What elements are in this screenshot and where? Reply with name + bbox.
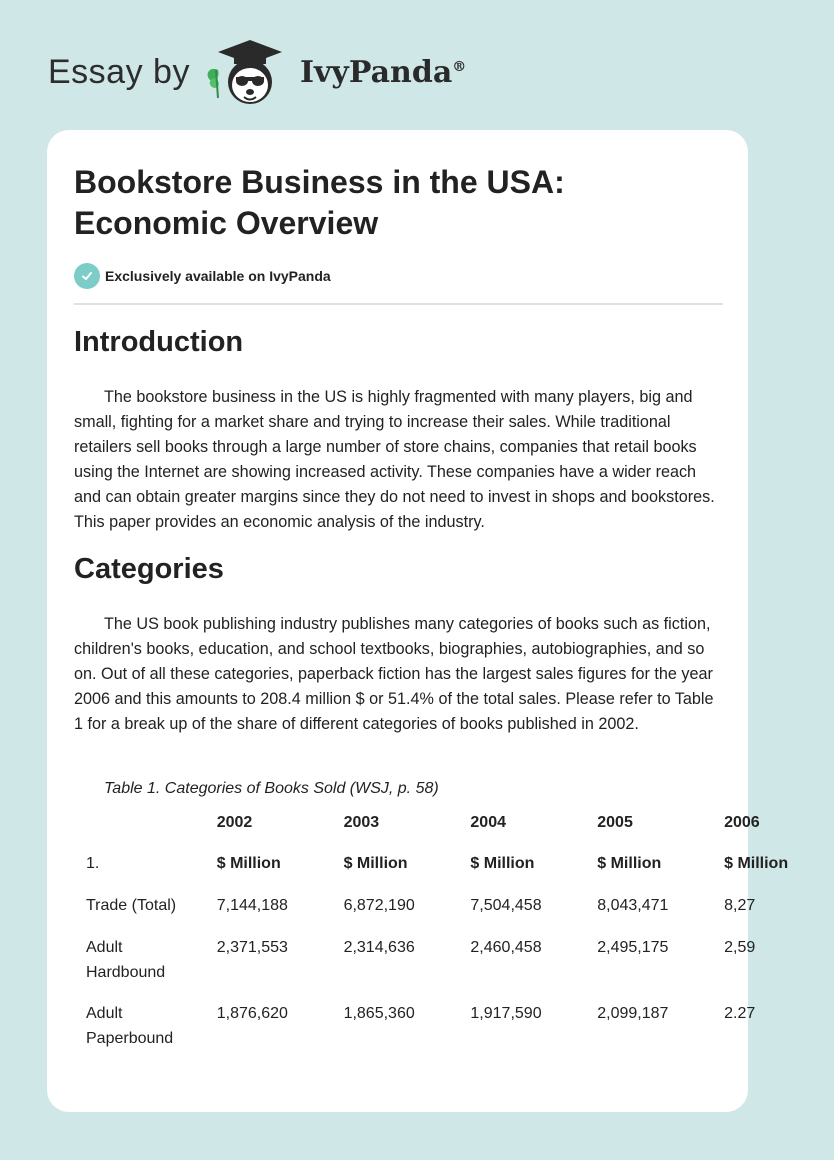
table-unit-cell: $ Million: [470, 855, 535, 872]
exclusive-badge: [74, 263, 331, 289]
table-row: [74, 1001, 834, 1067]
panda-logo-icon: [200, 36, 296, 108]
section-heading-introduction: Introduction: [74, 326, 244, 358]
table-cell: 7,144,188: [216, 897, 288, 914]
exclusive-text: Exclusively available on IvyPanda: [105, 268, 331, 284]
essay-card: [47, 130, 789, 1112]
table-unit-cell: $ Million: [216, 855, 281, 872]
section-paragraph-categories: The US book publishing industry publishes many categories of books such as fiction, children's books, education, and school textbooks, biographies, autobiographies, and so on. Out of all these categories, paperback fiction has the largest sales figures for the year 2006 and this amounts to 208.4 million $ or 51.4% of the total sales. Please refer to Table 1 for a break up of the share of different categories of books published in 2002.: [74, 615, 714, 733]
table-header-cell: 2006: [724, 814, 760, 831]
table-caption: Table 1. Categories of Books Sold (WSJ, p. 58): [104, 780, 439, 797]
table-cell: 2,099,187: [597, 1005, 669, 1022]
table-cell: 2.27: [724, 1005, 756, 1022]
section-paragraph-introduction: The bookstore business in the US is highly fragmented with many players, big and small, fighting for a market share and trying to increase their sales. While traditional retailers sell books through a large number of store chains, companies that retail books using the Internet are showing increased activity. These companies have a wider reach and can obtain greater margins since they do not need to invest in shops and bookstores. This paper provides an economic analysis of the industry.: [74, 388, 715, 531]
check-icon: [74, 263, 100, 289]
table-cell: 8,27: [724, 897, 756, 914]
table-header-cell: 2002: [216, 814, 253, 831]
page-title: Bookstore Business in the USA: Economic Overview: [74, 164, 565, 241]
table-header-cell: 2005: [597, 814, 633, 831]
section-heading-categories: Categories: [74, 553, 224, 585]
table-header-cell: 2003: [343, 814, 380, 831]
table-row-label: Trade (Total): [86, 897, 177, 914]
table-header-cell: 2004: [470, 814, 506, 831]
table-unit-cell: $ Million: [724, 855, 789, 872]
table-cell: 2,495,175: [597, 939, 669, 956]
table-cell: 7,504,458: [470, 897, 542, 914]
table-header-cell: [74, 810, 205, 851]
table-cell: 2,59: [724, 939, 756, 956]
table-cell: 1,876,620: [216, 1005, 288, 1022]
table-unit-cell: $ Million: [597, 855, 662, 872]
table-cell: 2,371,553: [216, 939, 288, 956]
table-row: [74, 893, 834, 935]
table-units-row: [74, 851, 834, 893]
table-cell: 2,460,458: [470, 939, 542, 956]
table-cell: 1,865,360: [343, 1005, 415, 1022]
table-header-row: [74, 810, 834, 851]
table-cell: 1,917,590: [470, 1005, 542, 1022]
brand-name: IvyPanda®: [299, 54, 467, 90]
table-row: [74, 935, 834, 1001]
table-row-label: Adult Hardbound: [86, 939, 166, 981]
brand-header: [48, 36, 466, 108]
divider: [74, 303, 723, 305]
brand-prefix: Essay by: [48, 52, 190, 91]
table-cell: 8,043,471: [597, 897, 669, 914]
table-row-label: Adult Paperbound: [86, 1005, 174, 1047]
table-cell: 2,314,636: [343, 939, 415, 956]
table-cell: 6,872,190: [343, 897, 415, 914]
table-cell: 1.: [86, 855, 100, 872]
categories-table: [74, 810, 834, 1067]
table-unit-cell: $ Million: [343, 855, 408, 872]
